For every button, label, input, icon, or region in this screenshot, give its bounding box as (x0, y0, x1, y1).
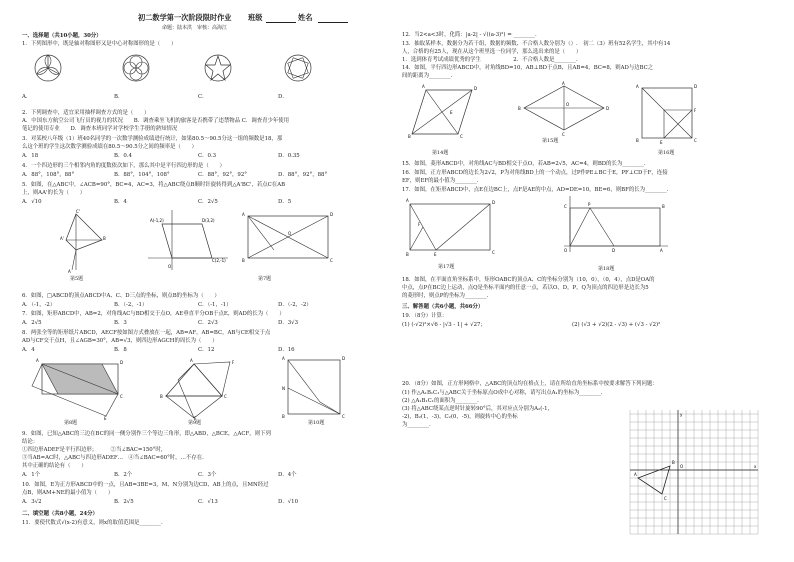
svg-text:A: A (562, 81, 565, 86)
question-18-line-c: 的菱形时，则点P的坐标为________. (402, 293, 489, 299)
svg-text:D: D (612, 248, 616, 253)
question-14: 14．如图，平行四边形ABCD中，对角线BD=10，AB⊥BD于点B，且AB=4，BC=8，则AD与边BC之 (402, 65, 654, 71)
question-19-part-2: (2) (√3 + √2)(2 - √3) + (√3 - √2)² (572, 322, 661, 328)
figure-9-caption: 第9题 (188, 420, 202, 426)
svg-text:D: D (606, 106, 610, 111)
q9-option-b: B．2个 (114, 472, 133, 478)
svg-text:A: A (68, 269, 71, 274)
question-19-part-1: (1) (-√2)²×√6 - |√3 - 1| + √27； (402, 322, 486, 328)
figure-16 (636, 84, 697, 145)
question-20-part-3: (3) 将△ABC绕某点逆时针旋转90°后，其对应点分别为A₂(-1， (402, 406, 553, 412)
svg-text:B: B (160, 394, 163, 399)
q1-option-a: A． (22, 94, 32, 100)
svg-text:E: E (660, 140, 663, 145)
svg-text:C: C (562, 132, 565, 137)
q7-option-d: D．3√3 (278, 320, 299, 326)
question-4: 4．一个四边形的三个相邻内角的度数依次如下，那么其中是平行四边形的是（ ） (22, 163, 225, 169)
question-6: 6．如图，□ABCD的顶点ABCD中A、C、D三点的坐标，则点B的坐标为（ ） (22, 293, 220, 299)
q8-option-d: D．16 (278, 347, 295, 353)
question-13: 13．抽取某样本，数据分为若干组，数据的频数、不合格人数分别为（）. 初二（3）班有52名学生，其中有14 (402, 41, 671, 47)
q6-option-c: C．（-1，-1） (198, 302, 232, 308)
q3-option-a: A．18 (22, 153, 39, 159)
svg-text:A: A (636, 84, 639, 89)
figure-10-caption: 第10题 (308, 420, 325, 426)
question-9-line-d: ③当AB=AC时，△ABC与四边形ADEF… ④当∠BAC=60°时，…不存在. (22, 455, 204, 461)
question-8-line-b: AD与CF交于点H，且∠AGB=30°，AB=√3，则四边形AGCH的周长为（ ） (22, 338, 218, 344)
name-label: 姓名 (298, 13, 313, 22)
q8-option-a: A．4 (22, 347, 35, 353)
q1-figures (34, 50, 364, 92)
svg-text:C: C (120, 394, 123, 399)
q1-option-b: B． (114, 94, 124, 100)
svg-text:D: D (492, 200, 496, 205)
exam-title: 初二数学第一次阶段限时作业 (138, 13, 232, 22)
question-1: 1．下列图形中，既是轴对称图形又是中心对称图形的是（ ） (22, 41, 177, 47)
svg-text:A: A (36, 358, 39, 363)
q3-option-d: D．0.35 (278, 153, 300, 159)
figure-5-caption: 第5题 (70, 276, 84, 282)
svg-text:D(3,2): D(3,2) (202, 218, 215, 223)
q4-option-a: A．88°，108°，88° (22, 172, 75, 178)
figure-5 (60, 209, 106, 274)
q4-option-b: B．88°，104°，108° (114, 172, 170, 178)
question-10-line-b: 点B，则AM+NE的最小值为（ ） (22, 490, 114, 496)
svg-text:D: D (694, 84, 698, 89)
figure-17-caption: 第17题 (438, 264, 455, 270)
question-7: 7．如图，矩形ABCD中，AB=2，对角线AC与BD相交于点O，AE垂直平分OB于点E，则AD的长为（ ） (22, 311, 285, 317)
svg-text:N: N (282, 386, 285, 391)
svg-text:D: D (342, 356, 346, 361)
question-5-line-b: 上，则AA'的长为（ ） (22, 190, 86, 196)
figure-15-caption: 第15题 (542, 138, 559, 144)
svg-text:C: C (330, 258, 333, 263)
question-2-line-b: 笔记的使用专业 D．调查本班同学对学校学生手册的熟知情况 (22, 126, 178, 132)
class-blank (266, 22, 296, 23)
q1-option-c: C． (198, 94, 208, 100)
svg-text:O: O (564, 248, 568, 253)
svg-text:A: A (406, 198, 409, 203)
svg-text:D: D (474, 86, 478, 91)
q3-option-c: C．0.3 (198, 153, 217, 159)
q7-option-c: C．2√3 (198, 320, 218, 326)
q4-option-d: D．88°，92°，88° (278, 172, 328, 178)
question-3-line-b: 么这个班的学生这次数学测验成绩在80.5～90.5分之间的频率是（ ） (22, 144, 197, 150)
q9-option-a: A．1个 (22, 472, 41, 478)
question-19: 19．（8分）计算： (402, 313, 448, 319)
q1-figure-d (285, 55, 311, 81)
figure-7-caption: 第7题 (258, 276, 272, 282)
q6-option-b: B．（-2，-1） (114, 302, 148, 308)
q5-option-d: D．5 (278, 199, 292, 205)
q6-option-d: D．（-2，-2） (278, 302, 312, 308)
question-5: 5．如图，在△ABC中，∠ACB=90°，BC=4，AC=3，将△ABC绕点B顺时针旋转得到△A'BC'，若点C在AB (22, 182, 286, 188)
q9-option-d: D．4个 (278, 472, 297, 478)
svg-text:B: B (662, 204, 665, 209)
svg-text:C: C (342, 414, 345, 419)
q9-option-c: C．3个 (198, 472, 217, 478)
q7-option-a: A．2√5 (22, 320, 42, 326)
question-20-part-1: (1) 作△A₁B₁C₁与△ABC关于坐标原点O成中心对称，请写出点A₁的坐标为________. (402, 390, 603, 396)
figure-6 (148, 210, 228, 270)
svg-text:C': C' (76, 209, 80, 214)
svg-text:O: O (566, 102, 570, 107)
svg-text:C: C (460, 134, 463, 139)
figure-16-caption: 第16题 (658, 150, 675, 156)
q1-figure-c (205, 55, 231, 81)
svg-text:A: A (282, 356, 285, 361)
svg-text:A': A' (60, 236, 64, 241)
figure-18-caption: 第18题 (598, 266, 615, 272)
question-13-line-c: 1．选到体育考试成绩优秀的学生 2．不合格人数是________. (402, 57, 578, 63)
svg-text:C: C (224, 394, 227, 399)
y-axis-label: y (680, 412, 683, 417)
question-20-part-5: 为________. (402, 422, 431, 428)
svg-text:A: A (242, 212, 245, 217)
question-11: 11．要使代数式√(x-2)有意义，则x的取值范围是________. (22, 520, 163, 526)
q1-figure-b (123, 55, 149, 81)
point-c-label: C (664, 496, 667, 501)
q10-option-b: B．2√5 (114, 499, 134, 505)
figures-14-16 (408, 81, 752, 148)
q5-option-a: A．√10 (22, 199, 42, 205)
question-12: 12．当2<a<3时，化简：|a-2| - √((a-3)²) = ________. (402, 32, 537, 38)
figure-15 (518, 81, 609, 137)
origin-label: O (680, 464, 684, 469)
svg-text:F: F (694, 108, 697, 113)
question-13-line-b: 人，合格的有25人，现在从这个班里选一位同学，那么选出来的是（ ） (402, 49, 582, 55)
q6-option-a: A．（-1，-2） (22, 302, 56, 308)
svg-text:O: O (288, 231, 292, 236)
question-9-line-e: 其中正确的结论有（ ） (22, 463, 87, 469)
svg-text:E: E (194, 416, 197, 421)
q5-option-c: C．2√5 (198, 199, 218, 205)
svg-text:B: B (282, 414, 285, 419)
q1-option-d: D． (278, 94, 288, 100)
q10-option-c: C．√13 (198, 499, 218, 505)
question-17: 17．如图，在矩形ABCD中，点E在边BC上，点F是AE的中点，AD=DE=10，BE=6，则BF的长为________. (402, 187, 669, 193)
svg-text:D: D (330, 212, 334, 217)
q8-option-c: C．12 (198, 347, 215, 353)
figures-17-18 (406, 196, 706, 262)
svg-text:C: C (492, 250, 495, 255)
svg-text:O: O (168, 264, 172, 269)
q4-option-c: C．88°，92°，92° (198, 172, 247, 178)
svg-text:B: B (408, 134, 411, 139)
svg-text:A(-1,2): A(-1,2) (150, 218, 164, 223)
question-10: 10．如图，E为正方形ABCD中的一点，且AB=3BE=3，M、N分别为边CD、AB上的点，且MN经过 (22, 482, 269, 488)
svg-text:P: P (588, 202, 591, 207)
svg-text:C(2,-1): C(2,-1) (212, 258, 226, 263)
question-2: 2．下列调查中，适宜采用抽样调查方式的是（ ） (22, 110, 150, 116)
svg-text:A: A (190, 358, 193, 363)
figure-8 (32, 358, 123, 421)
figure-18 (564, 196, 668, 253)
svg-text:B: B (636, 138, 639, 143)
point-b-label: B (672, 460, 675, 465)
q3-option-b: B．0.4 (114, 153, 132, 159)
svg-text:E: E (434, 252, 437, 257)
svg-text:A: A (422, 84, 425, 89)
svg-text:B: B (518, 106, 521, 111)
figure-8-caption: 第8题 (64, 420, 78, 426)
left-column (22, 0, 384, 562)
svg-text:C: C (564, 204, 567, 209)
question-9-line-b: 结论： (22, 439, 39, 445)
question-20: 20．（8分）如图，正方形网格中，△ABC的顶点均在格点上，请在所给直角坐标系中按要求解答下列问题： (402, 381, 658, 387)
question-2-line-a: A．中国东方航空公司飞行员的视力的状况 B．调查乘坐飞机的旅客是否携带了违禁物品 C．调查青少年使用 (22, 118, 290, 124)
class-label: 班级 (248, 13, 263, 22)
question-16-line-b: EF，则EF的最小值为________. (402, 178, 479, 184)
q1-figure-a (35, 55, 61, 81)
svg-text:F: F (232, 360, 235, 365)
figure-7 (242, 212, 333, 263)
question-18: 18．如图，在平面直角坐标系中，矩形OABC的顶点A、C的坐标分别为（10，0），（0，4），点D是OA的 (402, 277, 655, 283)
figure-9 (160, 358, 235, 421)
right-column (402, 0, 774, 562)
name-blank (318, 22, 348, 23)
question-3: 3．对某校八年级（1）班40名同学的一次数学测验成绩进行统计，如果80.5～90.5分这一组的频数是18，那 (22, 136, 283, 142)
x-axis-label: x (754, 464, 757, 469)
point-a-label: A (634, 472, 637, 477)
section-1-heading: 一、选择题（共10小题，30分） (22, 33, 102, 39)
q10-option-d: D．√10 (278, 499, 299, 505)
svg-text:B: B (103, 236, 106, 241)
question-20-part-4: -2)，B₂(1，-3)，C₂(0，-5)，则旋转中心的坐标 (402, 414, 518, 420)
q8-option-b: B．8 (114, 347, 127, 353)
figure-14 (408, 84, 477, 139)
figure-17 (406, 198, 495, 257)
question-9-line-c: ①四边形ADEF是平行四边形； ②当∠BAC=150°时， (22, 447, 167, 453)
question-8: 8．两张全等的矩形纸片ABCD，AECF按如图方式叠放在一起，AB=AF，AB=BC，AB与CE相交于点 (22, 330, 271, 336)
question-9: 9．如图，已知△ABC的三边在BC的同一侧分别作三个等边三角形，即△ABD，△BCE，△ACF，则下列 (22, 431, 271, 437)
svg-text:D: D (120, 360, 124, 365)
svg-text:B: B (406, 252, 409, 257)
svg-text:F: F (418, 222, 421, 227)
q20-coordinate-grid (630, 410, 760, 536)
section-2-heading: 二、填空题（共8小题，24分） (22, 511, 98, 517)
question-16: 16．如图，正方形ABCD的边长为2√2，P为对角线BD上的一个动点，过P作PE⊥BC于E，PF⊥CD于F，连接 (402, 170, 668, 176)
svg-text:E: E (104, 416, 107, 421)
question-20-part-2: (2) △A₁B₁C₁的面积为________. (402, 398, 479, 404)
grid-lines (630, 410, 758, 534)
section-3-heading: 三、解答题（共6小题，共66分） (402, 304, 484, 310)
figure-14-caption: 第14题 (432, 150, 449, 156)
figure-10 (282, 356, 345, 419)
question-14-line-b: 间的距离为________. (402, 73, 453, 79)
q5-option-b: B．4 (114, 199, 127, 205)
svg-text:B: B (242, 258, 245, 263)
authors-line: 命题：陆本洪 审核：高海江 (162, 25, 228, 31)
q7-option-b: B．3 (114, 320, 127, 326)
svg-text:E: E (450, 110, 453, 115)
question-18-line-b: 中点，点P在BC边上运动，点Q是坐标平面内的任意一点，若以O，D，P，Q为顶点的四边形是边长为5 (402, 285, 649, 291)
figures-5-7 (62, 210, 362, 276)
q10-option-a: A．3√2 (22, 499, 42, 505)
svg-text:C: C (694, 138, 697, 143)
question-15: 15．如图，菱形ABCD中，对角线AC与BD相交于点O，若AB=2√5，AC=4，则BD的长为________. (402, 161, 646, 167)
figures-8-10 (36, 356, 366, 420)
svg-text:A: A (660, 248, 663, 253)
